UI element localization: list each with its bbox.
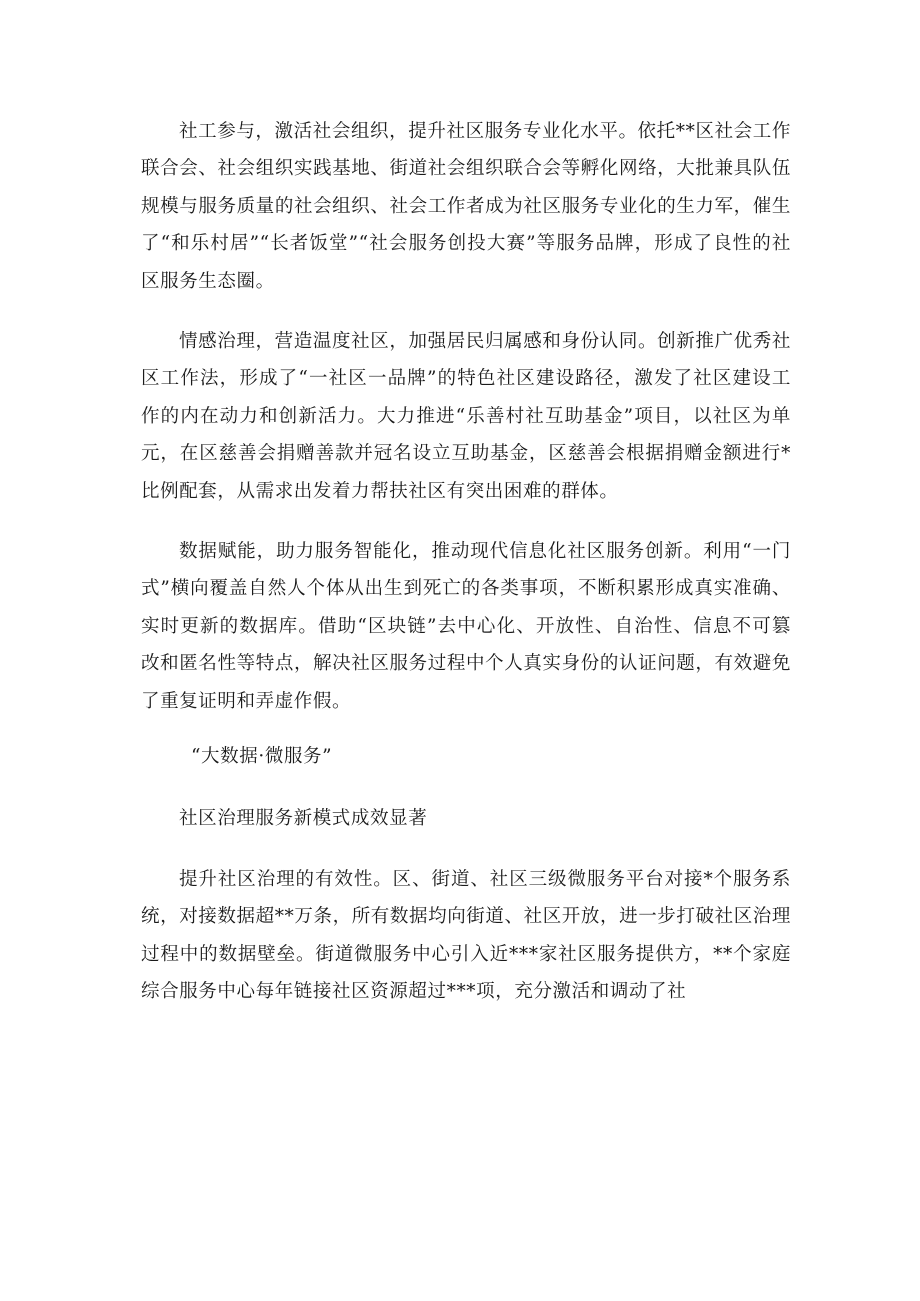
section-subheading: 社区治理服务新模式成效显著 <box>179 807 428 829</box>
document-body <box>141 113 791 1011</box>
paragraph-emotional-governance: 情感治理，营造温度社区，加强居民归属感和身份认同。创新推广优秀社区工作法，形成了“一社区一品牌”的特色社区建设路径，激发了社区建设工作的内在动力和创新活力。大力推进“乐善村社互助基金”项目，以社区为单元，在区慈善会捐赠善款并冠名设立互助基金，区慈善会根据捐赠金额进行*比例配套，从需求出发着力帮扶社区有突出困难的群体。 <box>141 331 791 502</box>
paragraph-social-work: 社工参与，激活社会组织，提升社区服务专业化水平。依托**区社会工作联合会、社会组织实践基地、街道社会组织联合会等孵化网络，大批兼具队伍规模与服务质量的社会组织、社会工作者成为社区服务专业化的生力军，催生了“和乐村居”“长者饭堂”“社会服务创投大赛”等服务品牌，形成了良性的社区服务生态圈。 <box>141 121 791 292</box>
section-heading-quote: “大数据·微服务” <box>191 746 333 768</box>
paragraph-governance-effectiveness: 提升社区治理的有效性。区、街道、社区三级微服务平台对接*个服务系统，对接数据超**万条，所有数据均向街道、社区开放，进一步打破社区治理过程中的数据壁垒。街道微服务中心引入近***家社区服务提供方，**个家庭综合服务中心每年链接社区资源超过***项，充分激活和调动了社 <box>141 868 792 1003</box>
paragraph-data-empowerment: 数据赋能，助力服务智能化，推动现代信息化社区服务创新。利用“一门式”横向覆盖自然人个体从出生到死亡的各类事项，不断积累形成真实准确、实时更新的数据库。借助“区块链”去中心化、开放性、自治性、信息不可篡改和匿名性等特点，解决社区服务过程中个人真实身份的认证问题，有效避免了重复证明和弄虚作假。 <box>141 541 791 712</box>
